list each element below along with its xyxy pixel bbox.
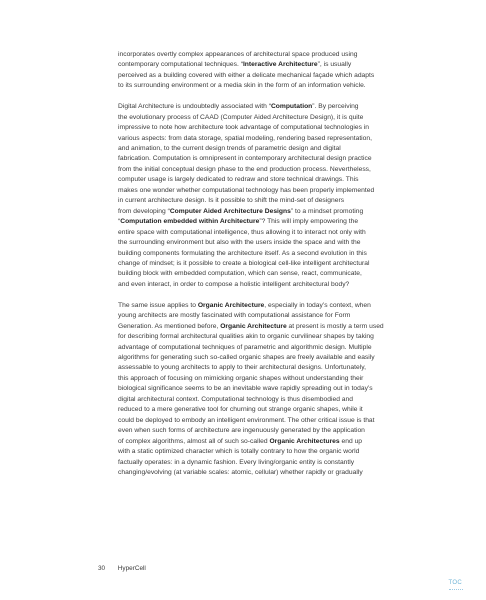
- text-line: [118, 249, 440, 259]
- text-run: even when such forms of architecture are ingenuously generated by the application: [118, 427, 365, 435]
- paragraph: [118, 301, 440, 479]
- text-line: [118, 311, 440, 321]
- text-line: [118, 71, 440, 81]
- text-line: [118, 186, 440, 196]
- text-line: [118, 165, 440, 175]
- text-run: “: [118, 218, 121, 226]
- paragraph: [118, 50, 440, 92]
- text-line: [118, 447, 440, 457]
- text-line: [118, 50, 440, 60]
- text-run: could be deployed to embody an intelligent environment. The other critical issue is that: [118, 416, 375, 424]
- text-run: fabrication. Computation is omnipresent in contemporary architectural design practice: [118, 155, 372, 163]
- text-run: entire space with computational intelligence, thus allowing it to interact not only with: [118, 228, 366, 236]
- text-line: [118, 280, 440, 290]
- text-line: [118, 322, 440, 332]
- text-run: Digital Architecture is undoubtedly associated with “: [118, 103, 271, 111]
- text-run: to its surrounding environment or a media skin in the form of an information vehicle.: [118, 82, 366, 90]
- text-run: perceived as a building covered with either a delicate mechanical façade which adapts: [118, 71, 375, 79]
- text-line: [118, 259, 440, 269]
- text-run: building block with embedded computation, which can sense, react, communicate,: [118, 270, 362, 278]
- text-run: contemporary computational techniques. “: [118, 61, 243, 69]
- text-line: [118, 217, 440, 227]
- text-run: in current architecture design. Is it possible to shift the mind-set of designers: [118, 197, 345, 205]
- toc-underline: [449, 589, 463, 590]
- text-run: this approach of focusing on mimicking organic shapes without understanding their: [118, 374, 364, 382]
- emphasized-term: Computation: [270, 103, 313, 111]
- text-run: advantage of computational techniques of parametric and algorithmic design. Multiple: [118, 343, 372, 351]
- emphasized-term: Interactive Architecture: [242, 61, 318, 69]
- paragraph: [118, 102, 440, 290]
- text-run: ”, is usually: [317, 61, 352, 69]
- text-line: [118, 343, 440, 353]
- text-line: [118, 207, 440, 217]
- text-run: incorporates overtly complex appearances of architectural space produced using: [118, 51, 358, 58]
- emphasized-term: Computer Aided Architecture Designs: [169, 207, 291, 215]
- emphasized-term: Organic Architecture: [197, 301, 265, 309]
- text-line: [118, 228, 440, 238]
- text-run: change of mindset; is it possible to create a biological cell-like intelligent architectural: [118, 260, 370, 267]
- text-run: various aspects: from data storage, spatial modeling, rendering based representation,: [118, 134, 373, 142]
- text-line: [118, 405, 440, 415]
- text-line: [118, 395, 440, 405]
- text-run: impressive to note how architecture took advantage of computational technologies in: [118, 124, 370, 132]
- text-run: algorithms for generating such so-called organic shapes are freely available and easily: [118, 354, 375, 362]
- page-number: 30: [98, 565, 106, 572]
- text-run: from the initial conceptual design phase to the end production process. Nevertheless,: [118, 165, 371, 173]
- text-run: changing/evolving (at variable scales: atomic, cellular) whether rapidly or gradually: [118, 469, 363, 476]
- text-run: assessable to young architects to apply to their architectural designs. Unfortunately,: [118, 364, 366, 372]
- text-line: [118, 134, 440, 144]
- text-run: biological significance seems to be an inevitable wave rapidly spreading out in today’s: [118, 385, 373, 393]
- text-line: [118, 196, 440, 206]
- text-run: , especially in today’s context, when: [264, 301, 371, 309]
- text-run: of complex algorithms, almost all of such so-called: [118, 437, 270, 445]
- toc-link[interactable]: TOC: [448, 580, 462, 586]
- emphasized-term: Organic Architectures: [269, 437, 340, 445]
- text-run: at present is mostly a term used: [286, 322, 384, 330]
- text-line: [118, 426, 440, 436]
- text-run: makes one wonder whether computational technology has been properly implemented: [118, 186, 375, 194]
- text-line: [118, 238, 440, 248]
- text-run: ” to a mindset promoting: [290, 207, 364, 215]
- text-run: the surrounding environment but also with the users inside the space and with the: [118, 239, 361, 247]
- text-line: [118, 175, 440, 185]
- text-run: building components formulating the architecture itself. As a second evolution in this: [118, 249, 367, 257]
- text-run: reduced to a mere generative tool for churning out strange organic shapes, while it: [118, 406, 363, 414]
- text-line: [118, 269, 440, 279]
- text-line: [118, 123, 440, 133]
- text-run: end up: [339, 437, 363, 445]
- text-line: [118, 437, 440, 447]
- text-line: [118, 384, 440, 394]
- text-line: [118, 301, 440, 311]
- emphasized-term: Organic Architecture: [220, 322, 287, 330]
- running-title: HyperCell: [117, 565, 146, 572]
- text-line: [118, 102, 440, 112]
- text-line: [118, 154, 440, 164]
- text-run: Generation. As mentioned before,: [118, 322, 221, 330]
- text-line: [118, 113, 440, 123]
- text-run: and animation, to the current design trends of parametric design and digital: [118, 145, 341, 153]
- text-line: [118, 374, 440, 384]
- text-line: [118, 144, 440, 154]
- text-run: with a static optimized character which is totally contrary to how the organic world: [118, 448, 360, 456]
- text-line: [118, 60, 440, 70]
- text-line: [118, 468, 440, 478]
- text-run: young architects are mostly fascinated with computational assistance for Form: [118, 312, 351, 320]
- text-run: the evolutionary process of CAAD (Computer Aided Architecture Design), it is quite: [118, 113, 364, 121]
- text-run: for describing formal architectural qualities akin to organic curvilinear shapes by taking: [118, 333, 374, 341]
- text-run: from developing “: [118, 207, 170, 215]
- text-line: [118, 416, 440, 426]
- text-run: computer usage is largely dedicated to redraw and store technical drawings. This: [118, 176, 359, 184]
- text-run: ”. By perceiving: [312, 103, 359, 111]
- text-run: and even interact, in order to compose a holistic intelligent architectural body?: [118, 280, 350, 288]
- text-run: digital architectural context. Computational technology is thus disembodied and: [118, 395, 353, 403]
- body-text: [118, 50, 440, 489]
- emphasized-term: Computation embedded within Architecture: [120, 218, 260, 226]
- text-line: [118, 458, 440, 468]
- text-line: [118, 363, 440, 373]
- text-line: [118, 332, 440, 342]
- text-line: [118, 81, 440, 91]
- text-run: factually operates: in a dynamic fashion. Every living/organic entity is constantly: [118, 458, 355, 466]
- text-run: ”? This will imply empowering the: [259, 218, 359, 226]
- page-footer: [98, 565, 146, 572]
- text-run: The same issue applies to: [118, 301, 198, 309]
- text-line: [118, 353, 440, 363]
